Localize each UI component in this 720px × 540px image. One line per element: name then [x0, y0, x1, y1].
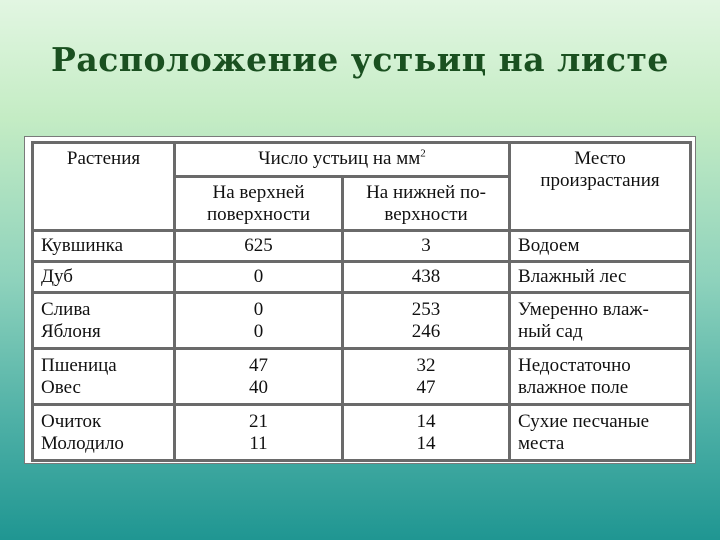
table-row — [33, 349, 691, 405]
header-lower-line: верхности — [384, 203, 468, 225]
cell-line: Пшеница — [41, 354, 117, 376]
cell-line: 47 — [249, 354, 268, 376]
header-plants: Растения — [33, 143, 175, 231]
slide-title: Расположение устьиц на листе — [51, 40, 669, 79]
cell-lower: 438 — [343, 262, 510, 293]
cell-place — [510, 405, 691, 461]
cell-line: 11 — [249, 432, 268, 454]
cell-line: Слива — [41, 298, 91, 320]
cell-plants — [33, 293, 175, 349]
table-row — [33, 231, 691, 262]
header-place-line: произрастания — [540, 170, 660, 191]
cell-place — [510, 349, 691, 405]
cell-line: 14 — [416, 432, 436, 454]
cell-lower — [343, 293, 510, 349]
header-place-line: Место — [574, 148, 626, 169]
header-upper-line: поверхности — [206, 203, 310, 225]
cell-upper — [175, 349, 343, 405]
cell-line: 246 — [411, 320, 441, 342]
cell-line: Яблоня — [41, 320, 101, 342]
header-lower-line: На нижней по- — [366, 181, 486, 203]
cell-line: 0 — [253, 298, 264, 320]
cell-line: 14 — [416, 410, 436, 432]
header-place — [510, 143, 691, 231]
cell-line: влажное поле — [518, 376, 629, 398]
header-lower — [343, 177, 510, 231]
cell-upper — [175, 405, 343, 461]
cell-place: Влажный лес — [510, 262, 691, 293]
cell-line: Умеренно влаж- — [518, 298, 649, 320]
table-row — [33, 405, 691, 461]
cell-upper — [175, 293, 343, 349]
cell-line: 32 — [416, 354, 436, 376]
cell-line: 40 — [249, 376, 268, 398]
cell-upper: 0 — [175, 262, 343, 293]
cell-line: 47 — [416, 376, 436, 398]
cell-place — [510, 293, 691, 349]
cell-line: Овес — [41, 376, 81, 398]
cell-lower — [343, 349, 510, 405]
cell-line: Молодило — [41, 432, 124, 454]
table-row — [33, 262, 691, 293]
cell-line: Сухие песчаные — [518, 410, 650, 432]
header-stomata-sup: 2 — [420, 147, 426, 160]
cell-plants — [33, 405, 175, 461]
cell-line: ный сад — [518, 320, 583, 342]
cell-line: места — [518, 432, 565, 454]
cell-plants — [33, 349, 175, 405]
cell-lower — [343, 405, 510, 461]
header-upper — [175, 177, 343, 231]
cell-place: Водоем — [510, 231, 691, 262]
header-upper-line: На верхней — [212, 181, 305, 203]
cell-line: Недостаточно — [518, 354, 631, 376]
stomata-table — [31, 141, 692, 462]
cell-line: 21 — [249, 410, 268, 432]
cell-line: Очиток — [41, 410, 102, 432]
cell-plants: Кувшинка — [33, 231, 175, 262]
cell-line: 253 — [411, 298, 441, 320]
cell-line: 0 — [253, 320, 264, 342]
cell-plants: Дуб — [33, 262, 175, 293]
header-stomata — [175, 143, 510, 177]
header-stomata-label: Число устьиц на мм — [258, 148, 421, 169]
table-row — [33, 293, 691, 349]
cell-lower: 3 — [343, 231, 510, 262]
cell-upper: 625 — [175, 231, 343, 262]
header-row — [33, 143, 691, 177]
